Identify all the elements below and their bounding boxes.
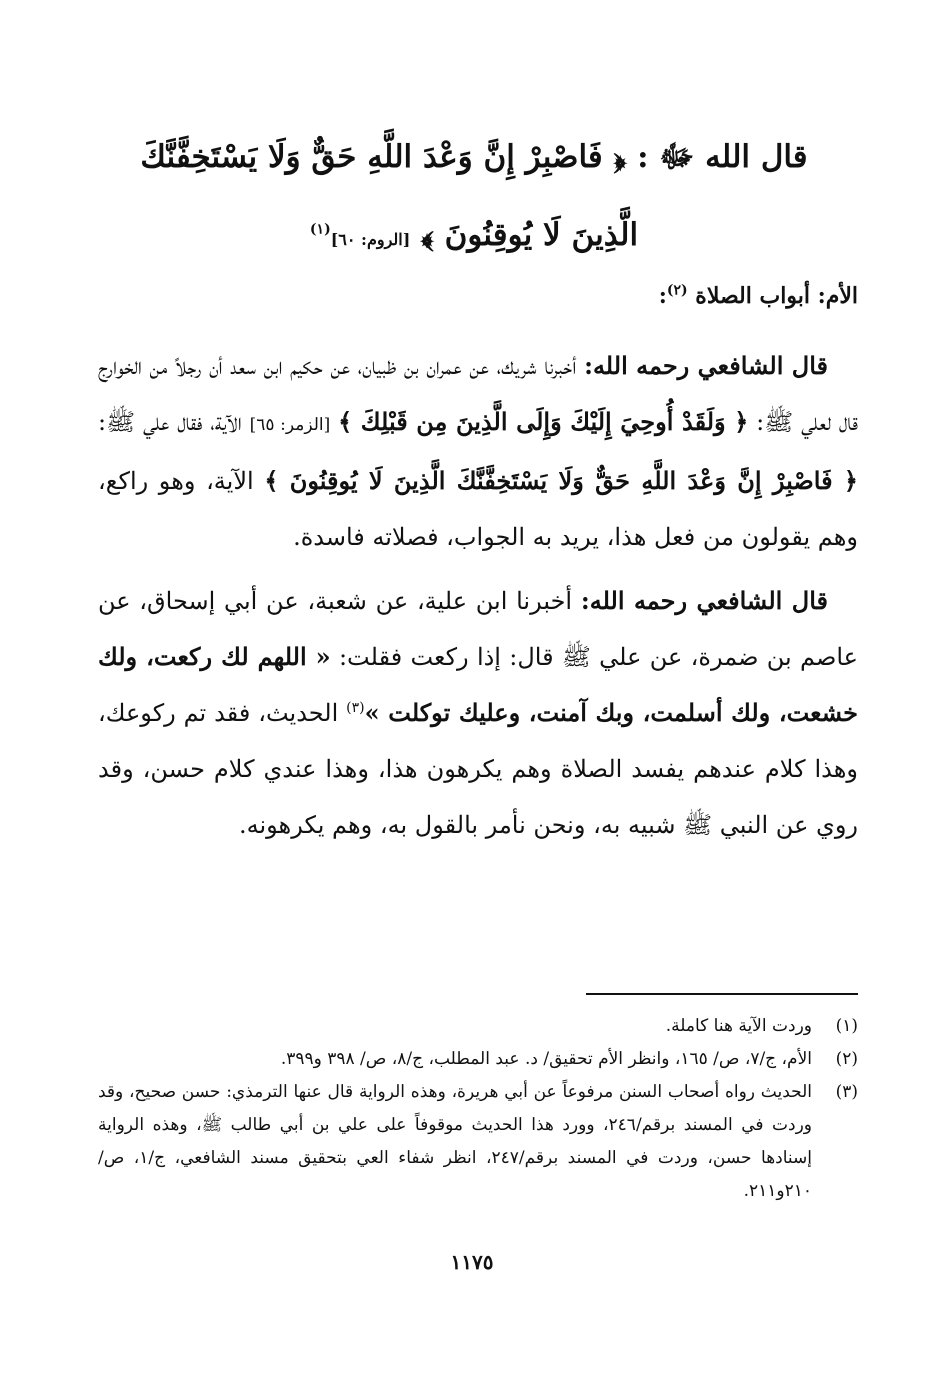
footnote-marker-2: (٢) (666, 282, 688, 299)
section-heading-colon: : (658, 283, 667, 309)
main-text (98, 338, 858, 861)
paragraph-1-quote-1: ﴿ وَلَقَدْ أُوحِيَ إِلَيْكَ وَإِلَى الَّذِينَ مِن قَبْلِكَ ﴾ (338, 407, 749, 436)
footnote-item (98, 1010, 858, 1043)
footnote-number: (٣) (835, 1082, 858, 1102)
verse-open-bracket: ﴿ (613, 139, 627, 175)
paragraph-1-reference: [الزمر: ٦٥] (249, 415, 331, 435)
paragraph-2 (98, 573, 858, 853)
paragraph-2-text-1: أخبرنا ابن علية، عن شعبة، عن أبي إسحاق، عن عاصم بن ضمرة، عن علي ﷺ قال: إذا ركعت فقلت: (98, 587, 858, 671)
verse-intro: قال الله ﷻ : (637, 139, 808, 175)
footnote-item (98, 1043, 858, 1076)
footnote-text: وردت الآية هنا كاملة. (665, 1016, 812, 1036)
footnote-separator (586, 993, 858, 995)
page-number: ١١٧٥ (450, 1250, 494, 1274)
footnotes (98, 1010, 858, 1208)
paragraph-1-quote-2: ﴿ فَاصْبِرْ إِنَّ وَعْدَ اللَّهِ حَقٌّ وَلَا يَسْتَخِفَّنَّكَ الَّذِينَ لَا يُوقِنُونَ ﴾ (264, 466, 858, 495)
opening-verse (104, 118, 844, 279)
footnote-marker-1: (١) (309, 221, 331, 238)
paragraph-2-text-2: الحديث، فقد تم ركوعك، وهذا كلام عندهم يفسد الصلاة وهم يكرهون هذا، وهذا عندي كلام حسن، وقد روي عن النبي ﷺ شبيه به، ونحن نأمر بالقول به، وهم يكرهونه. (98, 699, 858, 839)
verse-close-bracket: ﴾ (421, 217, 434, 253)
paragraph-2-quote: « اللهم لك ركعت، ولك خشعت، ولك أسلمت، وبك آمنت، وعليك توكلت » (98, 642, 858, 727)
footnote-text: الأم، ج/٧، ص/ ١٦٥، وانظر الأم تحقيق/ د. عبد المطلب، ج/٨، ص/ ٣٩٨ و٣٩٩. (280, 1049, 812, 1069)
footnote-number: (١) (835, 1016, 858, 1036)
footnote-marker-3: (٣) (346, 700, 365, 716)
paragraph-1-text-2: الآية، فقال علي ﷺ: (98, 408, 242, 436)
footnote-text: الحديث رواه أصحاب السنن مرفوعاً عن أبي هريرة، وهذه الرواية قال عنها الترمذي: حسن صحيح، وقد وردت في المسند برقم/٢٤٦، وورد هذا الحديث موقوفاً على علي بن أبي طالب ﷺ، وهذه الرواية إسنادها حسن، وردت في المسند برقم/٢٤٧، انظر شفاء العي بتحقيق مسند الشافعي، ج/١، ص/ ٢١٠و٢١١. (98, 1082, 813, 1201)
paragraph-1-text-3: الآية، وهو راكع، وهم يقولون من فعل هذا، يريد به الجواب، فصلاته فاسدة. (98, 467, 858, 551)
paragraph-1-text-1: أخبرنا شريك، عن عمران بن ظبيان، عن حكيم ابن سعد أن رجلاً من الخوارج قال لعلي ﷺ: (98, 352, 858, 436)
paragraph-1 (98, 338, 858, 565)
paragraph-2-lead: قال الشافعي رحمه الله: (580, 586, 828, 615)
footnote-number: (٢) (835, 1049, 858, 1069)
section-heading (98, 283, 858, 309)
verse-text: فَاصْبِرْ إِنَّ وَعْدَ اللَّهِ حَقٌّ وَلَا يَسْتَخِفَّنَّكَ الَّذِينَ لَا يُوقِنُونَ (140, 139, 639, 253)
verse-reference: [الروم: ٦٠] (330, 230, 411, 249)
footnote-item (98, 1076, 858, 1208)
section-heading-label: الأم: أبواب الصلاة (695, 283, 858, 309)
paragraph-1-lead: قال الشافعي رحمه الله: (584, 351, 828, 380)
